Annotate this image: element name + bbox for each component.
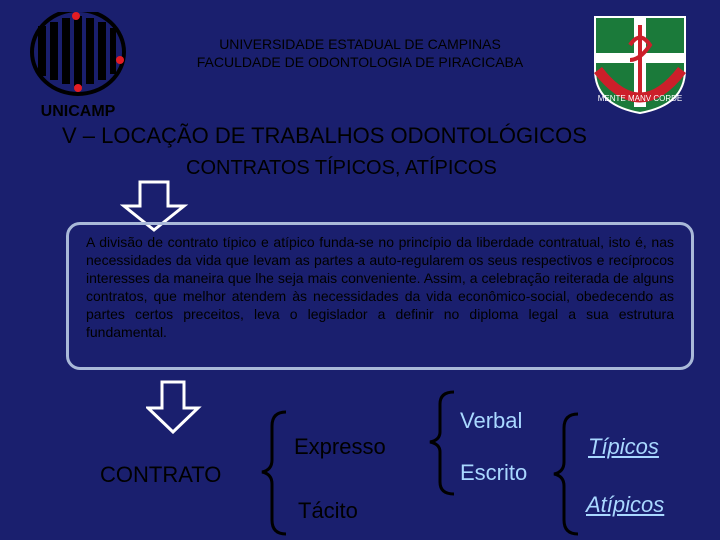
section-title: V – LOCAÇÃO DE TRABALHOS ODONTOLÓGICOS — [62, 123, 587, 148]
down-arrow-icon — [146, 380, 202, 434]
crest-motto: MENTE MANV CORDE — [597, 94, 683, 103]
section-subtitle: CONTRATOS TÍPICOS, ATÍPICOS — [186, 157, 497, 179]
university-name: UNIVERSIDADE ESTADUAL DE CAMPINAS — [219, 36, 501, 52]
tacito-label: Tácito — [298, 498, 358, 523]
tipicos-label: Típicos — [588, 434, 659, 459]
contrato-label: CONTRATO — [100, 462, 222, 487]
expresso-label: Expresso — [294, 434, 386, 459]
escrito-label: Escrito — [460, 460, 528, 485]
definition-paragraph: A divisão de contrato típico e atípico funda-se no princípio da liberdade contratual, isto é, nas necessidades da vida que levam as partes a auto-regularem os seus respectivos e recíprocos interesses da maneira que lhe seja mais conveniente. Assim, a celebração reiterada de alguns contratos, que melhor atendem às necessidades da vida econômico-social, obedecendo as partes certos preceitos, leva o legislador a definir no diploma legal a sua estrutura fundamental. — [86, 234, 674, 340]
faculty-name: FACULDADE DE ODONTOLOGIA DE PIRACICABA — [196, 54, 524, 70]
logo-text: UNICAMP — [40, 103, 116, 120]
faculty-crest-icon — [590, 15, 690, 115]
verbal-label: Verbal — [460, 408, 523, 433]
atipicos-label: Atípicos — [586, 492, 665, 517]
unicamp-logo — [30, 12, 130, 122]
left-brace-icon — [552, 410, 582, 538]
left-brace-icon — [260, 408, 290, 538]
left-brace-icon — [428, 388, 458, 498]
